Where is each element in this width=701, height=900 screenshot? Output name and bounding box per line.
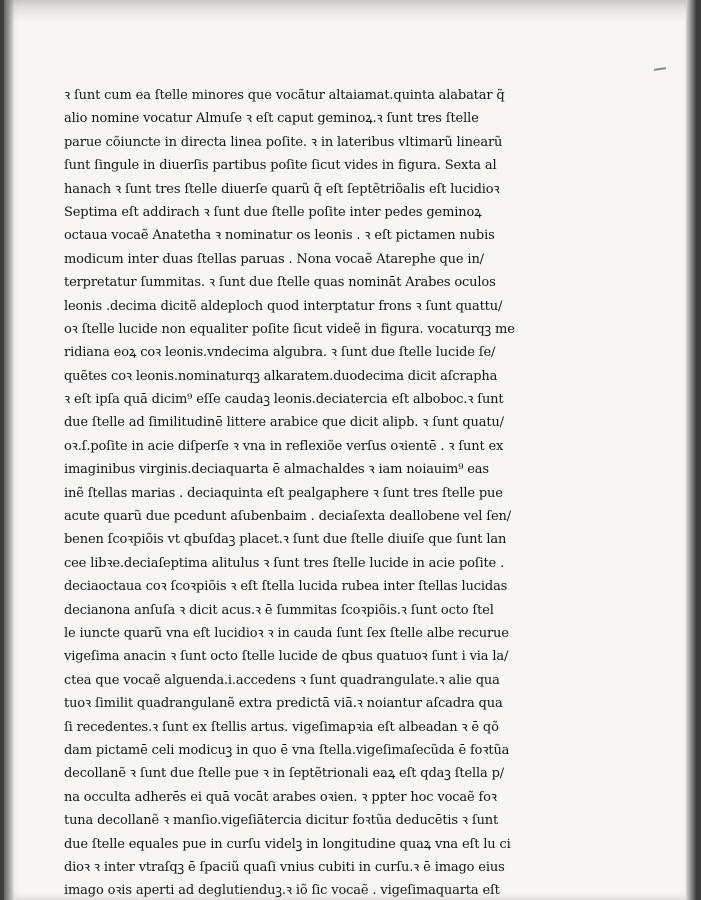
text-line: benen ſcoꝛpiõis vt qbuſdaꝫ placet.ꝛ ſunt due ſtelle diuiſe que ſunt lan bbox=[64, 532, 507, 548]
text-line: deciaoctaua coꝛ ſcoꝛpiõis ꝛ eſt ſtella lucida rubea inter ſtellas lucidas bbox=[64, 579, 508, 595]
text-line: ctea que vocaẽ alguenda.i.accedens ꝛ ſunt quadrangulate.ꝛ alie qua bbox=[64, 672, 500, 688]
text-line: acute quarũ due pcedunt aſubenbaim . deciaſexta deallobene vel ſen/ bbox=[64, 509, 511, 525]
text-line: due ſtelle equales pue in curſu videlꝫ in longitudine quaꝝ vna eſt lu ci bbox=[64, 836, 511, 852]
text-line: dam pictamē celi modicuꝫ in quo ē vna ſtella.vigeſimaſecũda ē foꝛtũa bbox=[64, 742, 510, 758]
book-page bbox=[4, 0, 686, 900]
text-line: modicum inter duas ſtellas paruas . Nona vocaẽ Atarephe que in/ bbox=[64, 251, 484, 267]
text-line: ridiana eoꝝ coꝛ leonis.vndecima algubra. ꝛ ſunt due ſtelle lucide ſe/ bbox=[64, 345, 496, 361]
text-line: tuoꝛ ſimilit quadrangulanẽ extra predictā viā.ꝛ noiantur aſcadra qua bbox=[64, 696, 503, 712]
text-line: le iuncte quarũ vna eſt lucidioꝛ ꝛ in cauda ſunt ſex ſtelle albe recurue bbox=[64, 625, 509, 641]
text-line: ſunt ſingule in diuerſis partibus poſite ſicut vides in figura. Sexta al bbox=[64, 158, 497, 174]
text-line: cee libꝛe.deciaſeptima alitulus ꝛ ſunt tres ſtelle lucide in acie poſite . bbox=[64, 555, 505, 571]
page-top-shadow bbox=[8, 0, 690, 22]
blackletter-text-column bbox=[64, 84, 609, 900]
text-line: oꝛ ſtelle lucide non equaliter poſite ſicut videẽ in figura. vocaturqꝫ me bbox=[64, 321, 515, 337]
text-line: decollanẽ ꝛ ſunt due ſtelle pue ꝛ in ſeptẽtrionali eaꝝ eſt qdaꝫ ſtella p/ bbox=[64, 766, 504, 782]
page-mark bbox=[654, 67, 666, 71]
text-line: quẽtes coꝛ leonis.nominaturqꝫ alkaratem.duodecima dicit aſcrapha bbox=[64, 368, 498, 384]
text-line: imago oꝛis aperti ad deglutienduꝫ.ꝛ iõ ſic vocaẽ . vigeſimaquarta eſt bbox=[64, 883, 500, 899]
text-line: inẽ ſtellas marias . deciaquinta eſt pealgaphere ꝛ ſunt tres ſtelle pue bbox=[64, 485, 503, 501]
text-line: decianona anſuſa ꝛ dicit acus.ꝛ ē ſummitas ſcoꝛpiõis.ꝛ ſunt octo ſtel bbox=[64, 602, 494, 618]
text-line: dioꝛ ꝛ inter vtraſqꝫ ē ſpaciũ quaſi vnius cubiti in curſu.ꝛ ē imago eius bbox=[64, 859, 505, 875]
text-line: hanach ꝛ ſunt tres ſtelle diuerſe quarũ q̃ eſt ſeptẽtriõalis eſt lucidioꝛ bbox=[64, 181, 500, 197]
text-line: terpretatur ſummitas. ꝛ ſunt due ſtelle quas nomināt Arabes oculos bbox=[64, 275, 496, 291]
text-line: tuna decollanẽ ꝛ manſio.vigeſiātercia dicitur foꝛtũa deducētis ꝛ ſunt bbox=[64, 813, 499, 829]
page-right-edge bbox=[686, 0, 701, 900]
text-line: ꝛ eſt ipſa quā dicim⁹ eſſe caudaꝫ leonis.deciatercia eſt alboboc.ꝛ ſunt bbox=[64, 392, 504, 408]
text-line: alio nomine vocatur Almuſe ꝛ eſt caput geminoꝝ.ꝛ ſunt tres ſtelle bbox=[64, 111, 479, 127]
binding-shadow bbox=[0, 0, 14, 900]
text-line: due ſtelle ad ſimilitudinē littere arabice que dicit alipb. ꝛ ſunt quatu/ bbox=[64, 415, 504, 431]
text-line: Septima eſt addirach ꝛ ſunt due ſtelle poſite inter pedes geminoꝝ bbox=[64, 204, 482, 220]
text-line: leonis .decima dicitẽ aldeploch quod interptatur frons ꝛ ſunt quattu/ bbox=[64, 298, 503, 314]
text-line: ꝛ ſunt cum ea ſtelle minores que vocãtur altaiamat.quinta alabatar q̃ bbox=[64, 88, 505, 103]
text-line: na occulta adherēs ei quā vocāt arabes oꝛien. ꝛ ppter hoc vocaẽ foꝛ bbox=[64, 789, 497, 805]
text-line: oꝛ.ſ.poſite in acie diſperſe ꝛ vna in reflexiõe verſus oꝛientē . ꝛ ſunt ex bbox=[64, 438, 504, 454]
text-line: imaginibus virginis.deciaquarta ē almachaldes ꝛ iam noiauim⁹ eas bbox=[64, 462, 489, 478]
text-line: ſi recedentes.ꝛ ſunt ex ſtellis artus. vigeſimapꝛia eſt albeadan ꝛ ē qõ bbox=[64, 719, 499, 735]
text-line: vigeſima anacin ꝛ ſunt octo ſtelle lucide de qbus quatuoꝛ ſunt i via la/ bbox=[64, 649, 509, 665]
text-line: octaua vocaẽ Anatetha ꝛ nominatur os leonis . ꝛ eſt pictamen nubis bbox=[64, 228, 495, 244]
text-line: parue cõiuncte in directa linea poſite. ꝛ in lateribus vltimarũ linearũ bbox=[64, 134, 503, 150]
